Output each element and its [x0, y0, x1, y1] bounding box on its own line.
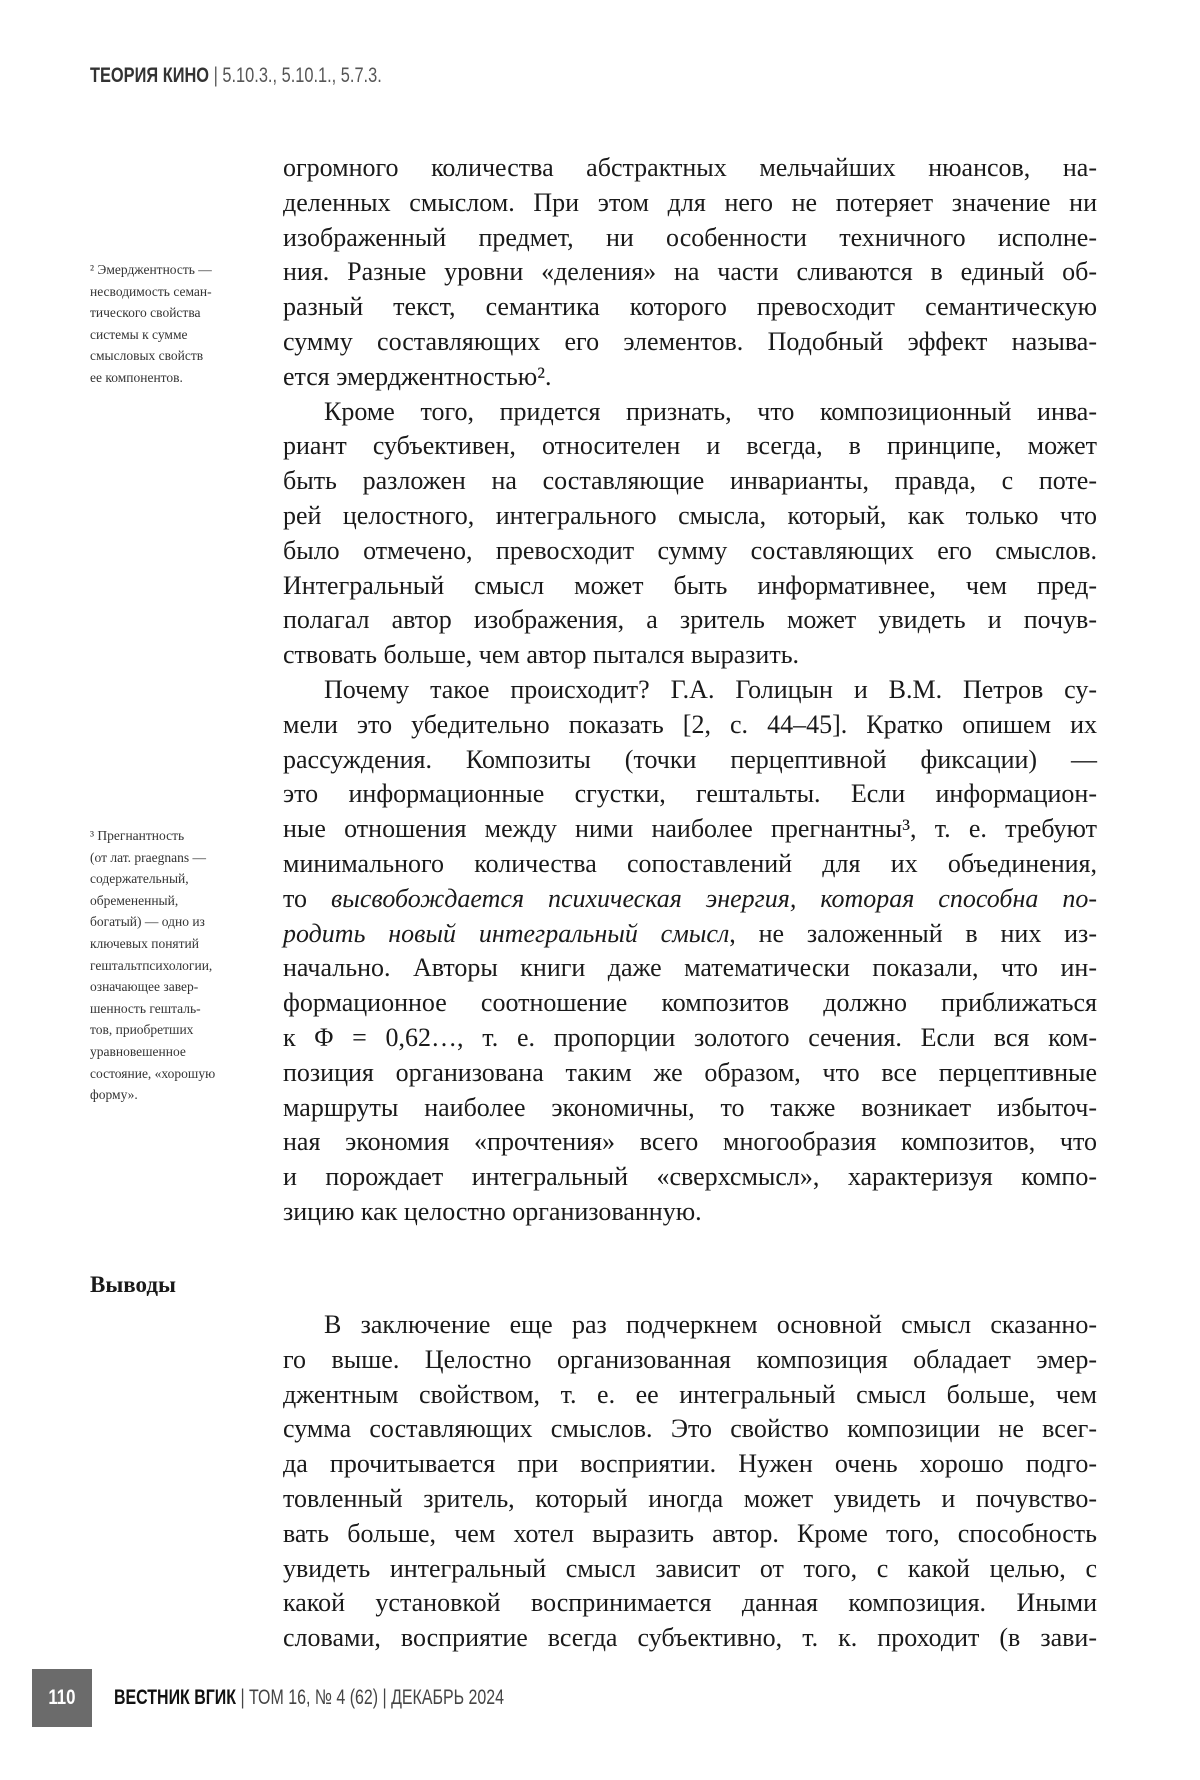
text-line: вать больше, чем хотел выразить автор. Кроме того, способность [283, 1517, 1097, 1552]
footer-journal [114, 1686, 504, 1710]
text-line: это информационные сгустки, гештальты. Если информацион- [283, 777, 1097, 812]
text-line: рассуждения. Композиты (точки перцептивной фиксации) — [283, 743, 1097, 778]
section-title: ТЕОРИЯ КИНО [90, 64, 209, 87]
text-line: сумма составляющих смыслов. Это свойство композиции не всег- [283, 1412, 1097, 1447]
text-line: да прочитывается при восприятии. Нужен очень хорошо подго- [283, 1447, 1097, 1482]
text-line: В заключение еще раз подчеркнем основной смысл сказанно- [283, 1308, 1097, 1343]
footnote-line: означающее завер- [90, 976, 260, 998]
body-text [283, 151, 1097, 1230]
footnote-line: гештальтпсихологии, [90, 955, 260, 977]
text-line: словами, восприятие всегда субъективно, т. к. проходит (в зави- [283, 1621, 1097, 1656]
footnote-line: уравновешенное [90, 1041, 260, 1063]
footnote-line: ³ Прегнантность [90, 825, 260, 847]
footnote-line: содержательный, [90, 868, 260, 890]
text-line: к Φ = 0,62…, т. е. пропорции золотого сечения. Если вся ком- [283, 1021, 1097, 1056]
text-line [283, 917, 1097, 952]
text-line: зицию как целостно организованную. [283, 1195, 1097, 1230]
text-line: и порождает интегральный «сверхсмысл», характеризуя компо- [283, 1160, 1097, 1195]
footnote-line: состояние, «хорошую [90, 1063, 260, 1085]
journal-title: ВЕСТНИК ВГИК [114, 1686, 236, 1709]
text-line [283, 882, 1097, 917]
footnote-line: системы к сумме [90, 324, 260, 346]
text-line: мели это убедительно показать [2, с. 44–45]. Кратко опишем их [283, 708, 1097, 743]
text-line: быть разложен на составляющие инварианты, правда, с поте- [283, 464, 1097, 499]
text-line: полагал автор изображения, а зритель может увидеть и почув- [283, 603, 1097, 638]
text-line: маршруты наиболее экономичны, то также возникает избыточ- [283, 1091, 1097, 1126]
text-line: Кроме того, придется признать, что композиционный инва- [283, 395, 1097, 430]
section-codes: | 5.10.3., 5.10.1., 5.7.3. [209, 64, 382, 87]
text-line: увидеть интегральный смысл зависит от того, с какой целью, с [283, 1552, 1097, 1587]
page-number-text: 110 [48, 1686, 75, 1710]
footnote-line: ее компонентов. [90, 367, 260, 389]
text-line: разный текст, семантика которого превосходит семантическую [283, 290, 1097, 325]
text-line: изображенный предмет, ни особенности техничного исполне- [283, 221, 1097, 256]
text-line: минимального количества сопоставлений для их объединения, [283, 847, 1097, 882]
footnote-3 [90, 825, 260, 1106]
text-segment: то [283, 884, 331, 913]
italic-text: высвобождается психическая энергия, которая способна по- [331, 884, 1097, 913]
text-line: ствовать больше, чем автор пытался выразить. [283, 638, 1097, 673]
text-line: Почему такое происходит? Г.А. Голицын и В.М. Петров су- [283, 673, 1097, 708]
running-head [90, 64, 382, 88]
footnote-2 [90, 259, 260, 389]
footnote-line: богатый) — одно из [90, 911, 260, 933]
text-line: ния. Разные уровни «деления» на части сливаются в единый об- [283, 255, 1097, 290]
footnote-line: форму». [90, 1084, 260, 1106]
italic-text: родить новый интегральный смысл [283, 919, 729, 948]
footnote-line: тов, приобретших [90, 1019, 260, 1041]
text-line: деленных смыслом. При этом для него не потеряет значение ни [283, 186, 1097, 221]
footnote-line: смысловых свойств [90, 345, 260, 367]
text-line: товленный зритель, который иногда может увидеть и почувство- [283, 1482, 1097, 1517]
footnote-line: ² Эмерджентность — [90, 259, 260, 281]
footnote-line: ключевых понятий [90, 933, 260, 955]
text-line: Интегральный смысл может быть информативнее, чем пред- [283, 569, 1097, 604]
footnote-line: (от лат. praegnans — [90, 847, 260, 869]
text-line: огромного количества абстрактных мельчайших нюансов, на- [283, 151, 1097, 186]
text-line: ется эмерджентностью². [283, 360, 1097, 395]
text-line: позиция организована таким же образом, что все перцептивные [283, 1056, 1097, 1091]
journal-issue: | ТОМ 16, № 4 (62) | ДЕКАБРЬ 2024 [236, 1686, 504, 1709]
text-line: ные отношения между ними наиболее прегнантны³, т. е. требуют [283, 812, 1097, 847]
text-line: формационное соотношение композитов должно приближаться [283, 986, 1097, 1021]
text-line: джентным свойством, т. е. ее интегральный смысл больше, чем [283, 1378, 1097, 1413]
footnote-line: несводимость семан- [90, 281, 260, 303]
text-line: го выше. Целостно организованная композиция обладает эмер- [283, 1343, 1097, 1378]
text-line: начально. Авторы книги даже математически показали, что ин- [283, 951, 1097, 986]
text-segment: , не заложенный в них из- [729, 919, 1097, 948]
footnote-line: шенность гешталь- [90, 998, 260, 1020]
text-line: рей целостного, интегрального смысла, который, как только что [283, 499, 1097, 534]
section-heading: Выводы [90, 1272, 176, 1298]
text-line: какой установкой воспринимается данная композиция. Иными [283, 1586, 1097, 1621]
text-line: сумму составляющих его элементов. Подобный эффект называ- [283, 325, 1097, 360]
page-number [32, 1669, 92, 1727]
text-line: было отмечено, превосходит сумму составляющих его смыслов. [283, 534, 1097, 569]
text-line: ная экономия «прочтения» всего многообразия композитов, что [283, 1125, 1097, 1160]
conclusions-text [283, 1308, 1097, 1656]
footnote-line: тического свойства [90, 302, 260, 324]
footnote-line: обремененный, [90, 890, 260, 912]
text-line: риант субъективен, относителен и всегда, в принципе, может [283, 429, 1097, 464]
